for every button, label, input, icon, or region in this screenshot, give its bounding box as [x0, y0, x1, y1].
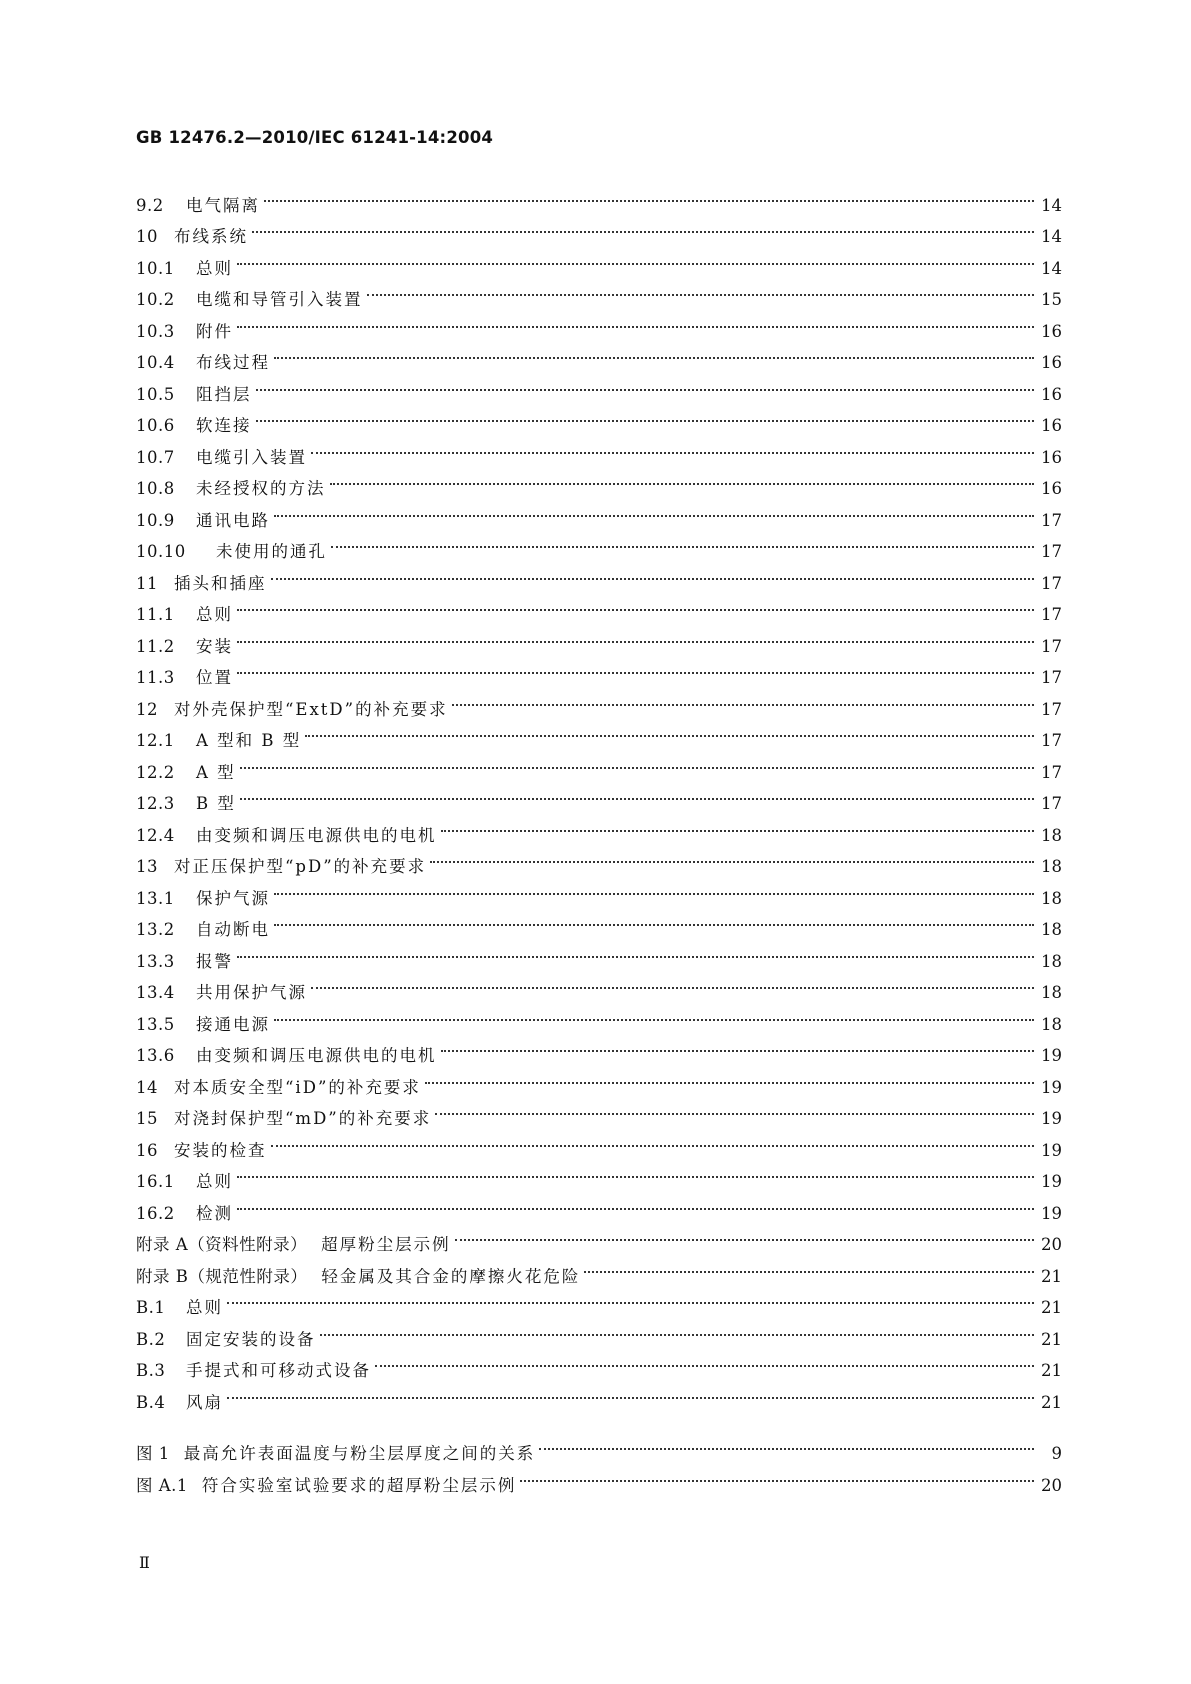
- entry-number: 16.1: [136, 1172, 175, 1191]
- entry-title: 共用保护气源: [196, 983, 307, 1002]
- entry-page-number: 16: [1041, 479, 1062, 498]
- entry-page-number: 16: [1041, 384, 1062, 404]
- entry-title: 风扇: [186, 1392, 223, 1412]
- entry-title: 符合实验室试验要求的超厚粉尘层示例: [201, 1475, 517, 1495]
- entry-page-number: 18: [1041, 951, 1062, 971]
- entry-page-number: 21: [1041, 1361, 1062, 1380]
- entry-number: B.4: [136, 1392, 166, 1412]
- dot-leader: [264, 179, 1034, 211]
- toc-entry[interactable]: [136, 1030, 1062, 1065]
- entry-page-number: 19: [1041, 1172, 1062, 1191]
- entry-number: 图 1: [136, 1444, 170, 1463]
- toc-entry[interactable]: [136, 274, 1062, 309]
- entry-title: 安装: [196, 636, 233, 656]
- entry-page-number: 17: [1041, 731, 1062, 750]
- entry-title: 总则: [196, 605, 233, 624]
- dot-leader: [274, 872, 1034, 904]
- dot-leader: [455, 1219, 1034, 1251]
- entry-page-number: 17: [1041, 510, 1062, 530]
- dot-leader: [367, 274, 1035, 306]
- entry-title: 最高允许表面温度与粉尘层厚度之间的关系: [183, 1444, 536, 1463]
- toc-entry[interactable]: [136, 778, 1062, 813]
- toc-entry[interactable]: [136, 998, 1062, 1034]
- entry-label: [136, 1009, 270, 1041]
- entry-title: 由变频和调压电源供电的电机: [196, 1046, 437, 1065]
- entry-number: 12.3: [136, 794, 175, 813]
- entry-title: 阻挡层: [196, 384, 252, 404]
- toc-entry[interactable]: [136, 400, 1062, 435]
- entry-number: 10.9: [136, 510, 175, 530]
- entry-label: [136, 1166, 233, 1198]
- entry-label: [136, 379, 252, 411]
- entry-number: 11.3: [136, 668, 175, 687]
- dot-leader: [237, 589, 1034, 621]
- entry-label: [136, 883, 270, 915]
- toc-entry[interactable]: [136, 683, 1062, 719]
- entry-title: 对浇封保护型“mD”的补充要求: [174, 1109, 432, 1128]
- entry-title: 超厚粉尘层示例: [321, 1235, 451, 1254]
- entry-page-number: 21: [1041, 1329, 1062, 1349]
- dot-leader: [274, 904, 1034, 936]
- entry-title: 总则: [196, 1172, 233, 1191]
- toc-entry[interactable]: [136, 809, 1062, 845]
- entry-page-number: 21: [1041, 1298, 1062, 1317]
- entry-title: 安装的检查: [174, 1140, 267, 1160]
- entry-page-number: 19: [1041, 1140, 1062, 1160]
- entry-number: 10.10: [136, 542, 186, 561]
- dot-leader: [539, 1428, 1034, 1460]
- dot-leader: [305, 715, 1034, 747]
- entry-label: [136, 442, 307, 474]
- entry-label: [136, 1470, 516, 1502]
- dot-leader: [441, 809, 1035, 841]
- toc-entry[interactable]: [136, 368, 1062, 404]
- entry-page-number: 15: [1041, 290, 1062, 309]
- entry-title: 电气隔离: [186, 195, 260, 215]
- entry-page-number: 19: [1041, 1046, 1062, 1065]
- entry-number: 13: [136, 857, 158, 876]
- toc-entry[interactable]: [136, 557, 1062, 593]
- entry-title: 自动断电: [196, 920, 270, 939]
- entry-number: 16: [136, 1140, 158, 1160]
- entry-number: 13.6: [136, 1046, 175, 1065]
- section-gap: [136, 1408, 1062, 1428]
- dot-leader: [237, 935, 1034, 967]
- entry-page-number: 18: [1041, 1014, 1062, 1034]
- entry-page-number: 21: [1041, 1266, 1062, 1286]
- entry-number: 16.2: [136, 1203, 175, 1223]
- entry-number: 10.2: [136, 290, 175, 309]
- entry-label: [136, 788, 236, 820]
- entry-page-number: 9: [1051, 1444, 1062, 1463]
- table-of-contents: [136, 179, 1062, 1495]
- entry-number: 附录 A（资料性附录）: [136, 1235, 308, 1254]
- entry-label: [136, 599, 233, 631]
- entry-page-number: 21: [1041, 1392, 1062, 1412]
- dot-leader: [330, 463, 1035, 495]
- entry-number: 11: [136, 573, 158, 593]
- toc-entry[interactable]: [136, 935, 1062, 971]
- entry-page-number: 17: [1041, 794, 1062, 813]
- dot-leader: [435, 1093, 1034, 1125]
- entry-title: A 型和 B 型: [196, 731, 302, 750]
- dot-leader: [227, 1376, 1034, 1408]
- dot-leader: [237, 305, 1034, 337]
- entry-label: [136, 1438, 535, 1470]
- document-header: GB 12476.2—2010/IEC 61241-14:2004: [136, 128, 494, 147]
- dot-leader: [252, 211, 1034, 243]
- toc-entry[interactable]: [136, 211, 1062, 246]
- entry-title: 接通电源: [196, 1014, 270, 1034]
- entry-number: 12.2: [136, 762, 175, 782]
- entry-page-number: 14: [1041, 258, 1062, 278]
- toc-entry[interactable]: [136, 967, 1062, 1002]
- entry-title: 对外壳保护型“ExtD”的补充要求: [174, 699, 448, 719]
- entry-title: 对本质安全型“iD”的补充要求: [174, 1077, 421, 1097]
- dot-leader: [237, 1156, 1034, 1188]
- entry-page-number: 16: [1041, 416, 1062, 435]
- entry-number: 9.2: [136, 195, 164, 215]
- toc-entry[interactable]: [136, 904, 1062, 939]
- toc-entry[interactable]: [136, 1156, 1062, 1191]
- entry-title: 由变频和调压电源供电的电机: [196, 825, 437, 845]
- entry-page-number: 17: [1041, 636, 1062, 656]
- dot-leader: [227, 1282, 1034, 1314]
- entry-title: 通讯电路: [196, 510, 270, 530]
- entry-title: 固定安装的设备: [186, 1329, 316, 1349]
- entry-page-number: 19: [1041, 1077, 1062, 1097]
- dot-leader: [375, 1345, 1034, 1377]
- entry-title: 报警: [196, 951, 233, 971]
- entry-number: 11.1: [136, 605, 175, 624]
- entry-number: 12: [136, 699, 158, 719]
- entry-title: B 型: [196, 794, 236, 813]
- entry-number: 13.5: [136, 1014, 175, 1034]
- entry-title: 软连接: [196, 416, 252, 435]
- toc-entry[interactable]: [136, 652, 1062, 687]
- entry-label: [136, 221, 248, 253]
- entry-page-number: 16: [1041, 353, 1062, 372]
- entry-number: 13.3: [136, 951, 175, 971]
- entry-number: B.2: [136, 1329, 166, 1349]
- entry-page-number: 16: [1041, 447, 1062, 467]
- toc-entry[interactable]: [136, 179, 1062, 215]
- dot-leader: [331, 526, 1034, 558]
- dot-leader: [237, 620, 1034, 652]
- entry-label: [136, 946, 233, 978]
- entry-title: 轻金属及其合金的摩擦火花危险: [321, 1266, 581, 1286]
- dot-leader: [237, 242, 1034, 274]
- entry-number: 10.4: [136, 353, 175, 372]
- entry-page-number: 17: [1041, 668, 1062, 687]
- dot-leader: [237, 1187, 1034, 1219]
- toc-entry[interactable]: [136, 872, 1062, 908]
- toc-entry[interactable]: [136, 494, 1062, 530]
- dot-leader: [256, 368, 1035, 400]
- entry-label: [136, 190, 260, 222]
- dot-leader: [584, 1250, 1034, 1282]
- entry-number: 附录 B（规范性附录）: [136, 1266, 308, 1286]
- toc-entry[interactable]: [136, 1187, 1062, 1223]
- dot-leader: [274, 998, 1034, 1030]
- entry-title: 电缆引入装置: [196, 447, 307, 467]
- entry-label: [136, 1198, 233, 1230]
- entry-title: 手提式和可移动式设备: [186, 1361, 371, 1380]
- entry-label: [136, 1387, 223, 1419]
- entry-label: [136, 1324, 316, 1356]
- entry-number: 10.1: [136, 258, 175, 278]
- figure-entry[interactable]: [136, 1428, 1062, 1463]
- entry-page-number: 17: [1041, 762, 1062, 782]
- entry-number: 图 A.1: [136, 1475, 188, 1495]
- toc-entry[interactable]: [136, 1313, 1062, 1349]
- entry-page-number: 18: [1041, 857, 1062, 876]
- entry-number: 10.6: [136, 416, 175, 435]
- dot-leader: [311, 967, 1034, 999]
- dot-leader: [320, 1313, 1035, 1345]
- entry-number: 10.8: [136, 479, 175, 498]
- page-number: Ⅱ: [139, 1553, 150, 1572]
- dot-leader: [311, 431, 1034, 463]
- entry-title: 总则: [186, 1298, 223, 1317]
- dot-leader: [425, 1061, 1034, 1093]
- dot-leader: [430, 841, 1034, 873]
- entry-number: B.1: [136, 1298, 166, 1317]
- entry-label: [136, 410, 252, 442]
- entry-page-number: 19: [1041, 1109, 1062, 1128]
- entry-label: [136, 316, 233, 348]
- dot-leader: [452, 683, 1034, 715]
- entry-page-number: 14: [1041, 227, 1062, 246]
- entry-page-number: 18: [1041, 825, 1062, 845]
- entry-title: 插头和插座: [174, 573, 267, 593]
- entry-title: 位置: [196, 668, 233, 687]
- toc-entry[interactable]: [136, 305, 1062, 341]
- entry-title: 检测: [196, 1203, 233, 1223]
- entry-label: [136, 1229, 451, 1261]
- dot-leader: [271, 1124, 1035, 1156]
- toc-entry[interactable]: [136, 431, 1062, 467]
- entry-number: 13.2: [136, 920, 175, 939]
- entry-page-number: 18: [1041, 920, 1062, 939]
- entry-label: [136, 253, 233, 285]
- toc-entry[interactable]: [136, 589, 1062, 624]
- entry-title: 布线过程: [196, 353, 270, 372]
- entry-title: 保护气源: [196, 888, 270, 908]
- toc-entry[interactable]: [136, 242, 1062, 278]
- entry-label: [136, 505, 270, 537]
- entry-page-number: 17: [1041, 573, 1062, 593]
- entry-number: 10.3: [136, 321, 175, 341]
- toc-entry[interactable]: [136, 526, 1062, 561]
- dot-leader: [271, 557, 1035, 589]
- entry-title: 附件: [196, 321, 233, 341]
- dot-leader: [520, 1459, 1034, 1491]
- entry-number: B.3: [136, 1361, 166, 1380]
- entry-number: 15: [136, 1109, 158, 1128]
- entry-page-number: 19: [1041, 1203, 1062, 1223]
- toc-entry[interactable]: [136, 1124, 1062, 1160]
- dot-leader: [240, 746, 1034, 778]
- dot-leader: [274, 494, 1034, 526]
- entry-title: 总则: [196, 258, 233, 278]
- entry-page-number: 18: [1041, 888, 1062, 908]
- entry-page-number: 20: [1041, 1235, 1062, 1254]
- toc-entry[interactable]: [136, 620, 1062, 656]
- entry-title: 电缆和导管引入装置: [196, 290, 363, 309]
- entry-number: 10.7: [136, 447, 175, 467]
- dot-leader: [274, 337, 1034, 369]
- entry-title: 未经授权的方法: [196, 479, 326, 498]
- entry-page-number: 17: [1041, 542, 1062, 561]
- toc-entry[interactable]: [136, 1219, 1062, 1254]
- entry-title: A 型: [196, 762, 236, 782]
- entry-page-number: 17: [1041, 605, 1062, 624]
- entry-title: 布线系统: [174, 227, 248, 246]
- entry-page-number: 17: [1041, 699, 1062, 719]
- entry-number: 14: [136, 1077, 158, 1097]
- entry-page-number: 14: [1041, 195, 1062, 215]
- entry-label: [136, 631, 233, 663]
- entry-label: [136, 1072, 421, 1104]
- toc-entry[interactable]: [136, 337, 1062, 372]
- entry-label: [136, 820, 437, 852]
- entry-number: 11.2: [136, 636, 175, 656]
- entry-label: [136, 1040, 437, 1072]
- toc-entry[interactable]: [136, 1282, 1062, 1317]
- entry-page-number: 16: [1041, 321, 1062, 341]
- toc-entry[interactable]: [136, 1376, 1062, 1412]
- entry-number: 13.4: [136, 983, 175, 1002]
- entry-page-number: 20: [1041, 1475, 1062, 1495]
- entry-label: [136, 347, 270, 379]
- entry-label: [136, 662, 233, 694]
- dot-leader: [256, 400, 1035, 432]
- entry-label: [136, 757, 236, 789]
- toc-entry[interactable]: [136, 746, 1062, 782]
- entry-number: 10: [136, 227, 158, 246]
- entry-number: 12.4: [136, 825, 175, 845]
- entry-number: 12.1: [136, 731, 175, 750]
- entry-number: 10.5: [136, 384, 175, 404]
- entry-number: 13.1: [136, 888, 175, 908]
- entry-page-number: 18: [1041, 983, 1062, 1002]
- entry-title: 对正压保护型“pD”的补充要求: [174, 857, 427, 876]
- entry-label: [136, 1292, 223, 1324]
- entry-title: 未使用的通孔: [216, 542, 327, 561]
- dot-leader: [237, 652, 1034, 684]
- dot-leader: [441, 1030, 1035, 1062]
- dot-leader: [240, 778, 1034, 810]
